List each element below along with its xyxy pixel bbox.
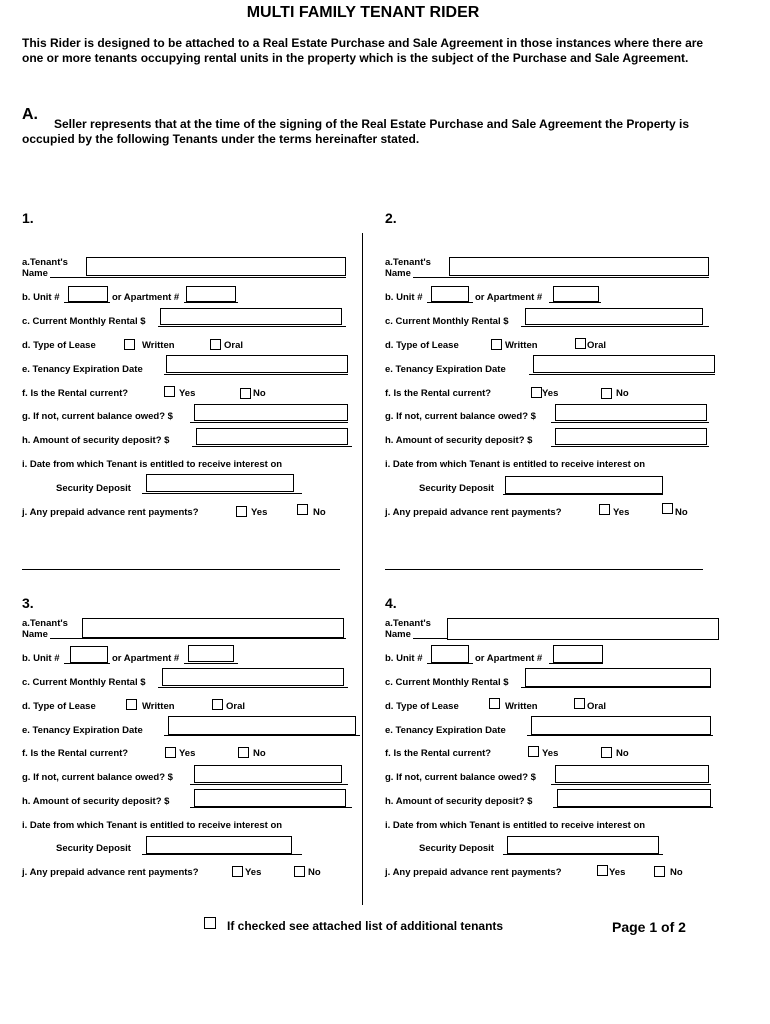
- rental-field[interactable]: [525, 668, 711, 687]
- no-label: No: [308, 867, 321, 878]
- tenant-name-field[interactable]: [449, 257, 709, 276]
- expiration-label: e. Tenancy Expiration Date: [385, 364, 506, 375]
- tenant-name-label-2: Name: [22, 629, 48, 640]
- lease-type-label: d. Type of Lease: [385, 701, 459, 712]
- rental-label: c. Current Monthly Rental $: [385, 677, 509, 688]
- balance-field[interactable]: [555, 404, 707, 421]
- interest-date-field[interactable]: [146, 474, 294, 492]
- prepaid-label: j. Any prepaid advance rent payments?: [22, 867, 199, 878]
- rental-current-no-checkbox[interactable]: [240, 388, 251, 399]
- interest-date-field[interactable]: [507, 836, 659, 854]
- balance-underline: [190, 422, 348, 423]
- rental-current-yes-checkbox[interactable]: [165, 747, 176, 758]
- yes-label: Yes: [542, 748, 559, 759]
- security-underline: [553, 807, 713, 808]
- no-label: No: [616, 388, 629, 399]
- tenant-name-field[interactable]: [447, 618, 719, 640]
- rental-label: c. Current Monthly Rental $: [385, 316, 509, 327]
- tenant-block-2: [385, 210, 725, 540]
- yes-label: Yes: [245, 867, 262, 878]
- balance-label: g. If not, current balance owed? $: [385, 411, 536, 422]
- prepaid-yes-checkbox[interactable]: [236, 506, 247, 517]
- security-field[interactable]: [555, 428, 707, 445]
- rental-current-no-checkbox[interactable]: [238, 747, 249, 758]
- rental-current-label: f. Is the Rental current?: [22, 388, 129, 399]
- apartment-underline: [549, 302, 601, 303]
- security-label: h. Amount of security deposit? $: [22, 796, 170, 807]
- tenant-name-label-2: Name: [385, 629, 411, 640]
- written-label: Written: [142, 701, 175, 712]
- yes-label: Yes: [613, 507, 630, 518]
- apartment-underline: [184, 663, 238, 664]
- tenant-name-label-2: Name: [385, 268, 411, 279]
- tenant-name-underline: [50, 277, 346, 278]
- written-checkbox[interactable]: [491, 339, 502, 350]
- apartment-underline: [549, 663, 603, 664]
- interest-date-label: i. Date from which Tenant is entitled to receive interest on: [385, 459, 646, 470]
- rental-underline: [158, 326, 346, 327]
- security-deposit-label: Security Deposit: [56, 843, 131, 854]
- additional-tenants-label: If checked see attached list of additional tenants: [227, 919, 504, 933]
- yes-label: Yes: [179, 388, 196, 399]
- unit-underline: [427, 663, 473, 664]
- prepaid-no-checkbox[interactable]: [297, 504, 308, 515]
- section-a-text: Seller represents that at the time of the signing of the Real Estate Purchase and Sale Agreement the Property is occupied by the following Tenants under the terms hereinafter stated.: [22, 117, 690, 146]
- prepaid-label: j. Any prepaid advance rent payments?: [22, 507, 199, 518]
- expiration-field[interactable]: [168, 716, 356, 735]
- yes-label: Yes: [179, 748, 196, 759]
- apartment-field[interactable]: [553, 286, 599, 302]
- tenant-name-label: a.Tenant's: [385, 618, 431, 629]
- oral-label: Oral: [224, 340, 244, 351]
- apartment-field[interactable]: [188, 645, 234, 662]
- balance-label: g. If not, current balance owed? $: [385, 772, 536, 783]
- security-deposit-label: Security Deposit: [56, 483, 131, 494]
- security-underline: [190, 807, 352, 808]
- rental-current-yes-checkbox[interactable]: [164, 386, 175, 397]
- tenant-name-label: a.Tenant's: [22, 618, 68, 629]
- no-label: No: [253, 748, 266, 759]
- rental-underline: [521, 326, 709, 327]
- rental-current-no-checkbox[interactable]: [601, 388, 612, 399]
- expiration-underline: [529, 374, 715, 375]
- expiration-field[interactable]: [166, 355, 348, 373]
- yes-label: Yes: [542, 388, 559, 399]
- unit-field[interactable]: [68, 286, 108, 302]
- tenant-number: 4.: [385, 595, 397, 611]
- expiration-underline: [164, 735, 360, 736]
- interest-date-underline: [142, 854, 302, 855]
- tenant-name-field[interactable]: [82, 618, 344, 638]
- prepaid-yes-checkbox[interactable]: [599, 504, 610, 515]
- security-label: h. Amount of security deposit? $: [385, 435, 533, 446]
- interest-date-underline: [142, 493, 302, 494]
- unit-underline: [64, 663, 110, 664]
- yes-label: Yes: [251, 507, 268, 518]
- rental-field[interactable]: [160, 308, 342, 325]
- rental-current-yes-checkbox[interactable]: [528, 746, 539, 757]
- no-label: No: [253, 388, 266, 399]
- section-a-letter: A.: [22, 106, 38, 123]
- security-label: h. Amount of security deposit? $: [385, 796, 533, 807]
- balance-label: g. If not, current balance owed? $: [22, 411, 173, 422]
- unit-underline: [64, 302, 110, 303]
- tenant-number: 3.: [22, 595, 34, 611]
- oral-checkbox[interactable]: [574, 698, 585, 709]
- written-checkbox[interactable]: [126, 699, 137, 710]
- balance-field[interactable]: [194, 765, 342, 783]
- oral-label: Oral: [587, 701, 607, 712]
- apartment-field[interactable]: [186, 286, 236, 302]
- rental-field[interactable]: [525, 308, 703, 325]
- interest-date-underline: [503, 494, 663, 495]
- interest-date-label: i. Date from which Tenant is entitled to receive interest on: [22, 459, 283, 470]
- page-number: Page 1 of 2: [612, 919, 686, 935]
- no-label: No: [675, 507, 688, 518]
- security-field[interactable]: [194, 789, 346, 807]
- rental-current-label: f. Is the Rental current?: [22, 748, 129, 759]
- prepaid-yes-checkbox[interactable]: [232, 866, 243, 877]
- tenant-name-label: a.Tenant's: [385, 257, 431, 268]
- interest-date-field[interactable]: [146, 836, 292, 854]
- prepaid-no-checkbox[interactable]: [294, 866, 305, 877]
- rental-underline: [158, 687, 348, 688]
- expiration-label: e. Tenancy Expiration Date: [22, 364, 143, 375]
- apartment-label: or Apartment #: [475, 653, 543, 664]
- expiration-underline: [527, 735, 713, 736]
- tenant-name-label-2: Name: [22, 268, 48, 279]
- rental-label: c. Current Monthly Rental $: [22, 677, 146, 688]
- expiration-label: e. Tenancy Expiration Date: [385, 725, 506, 736]
- prepaid-label: j. Any prepaid advance rent payments?: [385, 507, 562, 518]
- apartment-label: or Apartment #: [112, 292, 180, 303]
- tenant-block-1: [22, 210, 362, 540]
- lease-type-label: d. Type of Lease: [385, 340, 459, 351]
- security-label: h. Amount of security deposit? $: [22, 435, 170, 446]
- unit-label: b. Unit #: [22, 653, 60, 664]
- additional-tenants-checkbox[interactable]: [204, 917, 216, 929]
- written-checkbox[interactable]: [124, 339, 135, 350]
- balance-underline: [190, 784, 348, 785]
- page-title: MULTI FAMILY TENANT RIDER: [246, 4, 480, 21]
- tenant-number: 1.: [22, 210, 34, 226]
- intro-paragraph: This Rider is designed to be attached to a Real Estate Purchase and Sale Agreement in those instances where there are one or more tenants occupying rental units in the property which is the subject of the Purchase and Sale Agreement.: [22, 36, 704, 65]
- oral-label: Oral: [226, 701, 246, 712]
- written-label: Written: [142, 340, 175, 351]
- rental-underline: [521, 687, 711, 688]
- security-deposit-label: Security Deposit: [419, 483, 494, 494]
- interest-date-field[interactable]: [505, 476, 663, 494]
- rental-current-label: f. Is the Rental current?: [385, 388, 492, 399]
- tenant-name-label: a.Tenant's: [22, 257, 68, 268]
- unit-label: b. Unit #: [385, 292, 423, 303]
- tenant-name-underline: [50, 638, 346, 639]
- security-field[interactable]: [557, 789, 711, 807]
- unit-field[interactable]: [431, 286, 469, 302]
- rental-current-no-checkbox[interactable]: [601, 747, 612, 758]
- unit-underline: [427, 302, 473, 303]
- section-divider-left: [22, 569, 340, 570]
- written-label: Written: [505, 701, 538, 712]
- rental-current-yes-checkbox[interactable]: [531, 387, 542, 398]
- unit-label: b. Unit #: [385, 653, 423, 664]
- tenant-number: 2.: [385, 210, 397, 226]
- balance-underline: [551, 784, 711, 785]
- written-label: Written: [505, 340, 538, 351]
- interest-date-label: i. Date from which Tenant is entitled to receive interest on: [385, 820, 646, 831]
- prepaid-no-checkbox[interactable]: [662, 503, 673, 514]
- no-label: No: [313, 507, 326, 518]
- rental-field[interactable]: [162, 668, 344, 686]
- oral-checkbox[interactable]: [210, 339, 221, 350]
- expiration-label: e. Tenancy Expiration Date: [22, 725, 143, 736]
- tenant-name-field[interactable]: [86, 257, 346, 276]
- rental-current-label: f. Is the Rental current?: [385, 748, 492, 759]
- expiration-field[interactable]: [531, 716, 711, 735]
- apartment-label: or Apartment #: [475, 292, 543, 303]
- tenant-name-underline: [413, 277, 709, 278]
- oral-checkbox[interactable]: [575, 338, 586, 349]
- prepaid-yes-checkbox[interactable]: [597, 865, 608, 876]
- balance-underline: [551, 422, 709, 423]
- unit-label: b. Unit #: [22, 292, 60, 303]
- no-label: No: [670, 867, 683, 878]
- prepaid-no-checkbox[interactable]: [654, 866, 665, 877]
- balance-field[interactable]: [194, 404, 348, 421]
- prepaid-label: j. Any prepaid advance rent payments?: [385, 867, 562, 878]
- section-divider-right: [385, 569, 703, 570]
- security-field[interactable]: [196, 428, 348, 445]
- unit-field[interactable]: [70, 646, 108, 663]
- interest-date-underline: [503, 854, 663, 855]
- apartment-underline: [184, 302, 238, 303]
- apartment-label: or Apartment #: [112, 653, 180, 664]
- no-label: No: [616, 748, 629, 759]
- security-underline: [192, 446, 352, 447]
- rental-label: c. Current Monthly Rental $: [22, 316, 146, 327]
- expiration-field[interactable]: [533, 355, 715, 373]
- column-divider: [362, 233, 363, 905]
- lease-type-label: d. Type of Lease: [22, 701, 96, 712]
- interest-date-label: i. Date from which Tenant is entitled to receive interest on: [22, 820, 283, 831]
- tenant-block-4: [385, 595, 725, 925]
- expiration-underline: [164, 374, 348, 375]
- tenant-block-3: [22, 595, 362, 925]
- oral-checkbox[interactable]: [212, 699, 223, 710]
- oral-label: Oral: [587, 340, 607, 351]
- yes-label: Yes: [609, 867, 626, 878]
- lease-type-label: d. Type of Lease: [22, 340, 96, 351]
- security-underline: [551, 446, 709, 447]
- written-checkbox[interactable]: [489, 698, 500, 709]
- balance-label: g. If not, current balance owed? $: [22, 772, 173, 783]
- balance-field[interactable]: [555, 765, 709, 783]
- unit-field[interactable]: [431, 645, 469, 663]
- security-deposit-label: Security Deposit: [419, 843, 494, 854]
- apartment-field[interactable]: [553, 645, 603, 663]
